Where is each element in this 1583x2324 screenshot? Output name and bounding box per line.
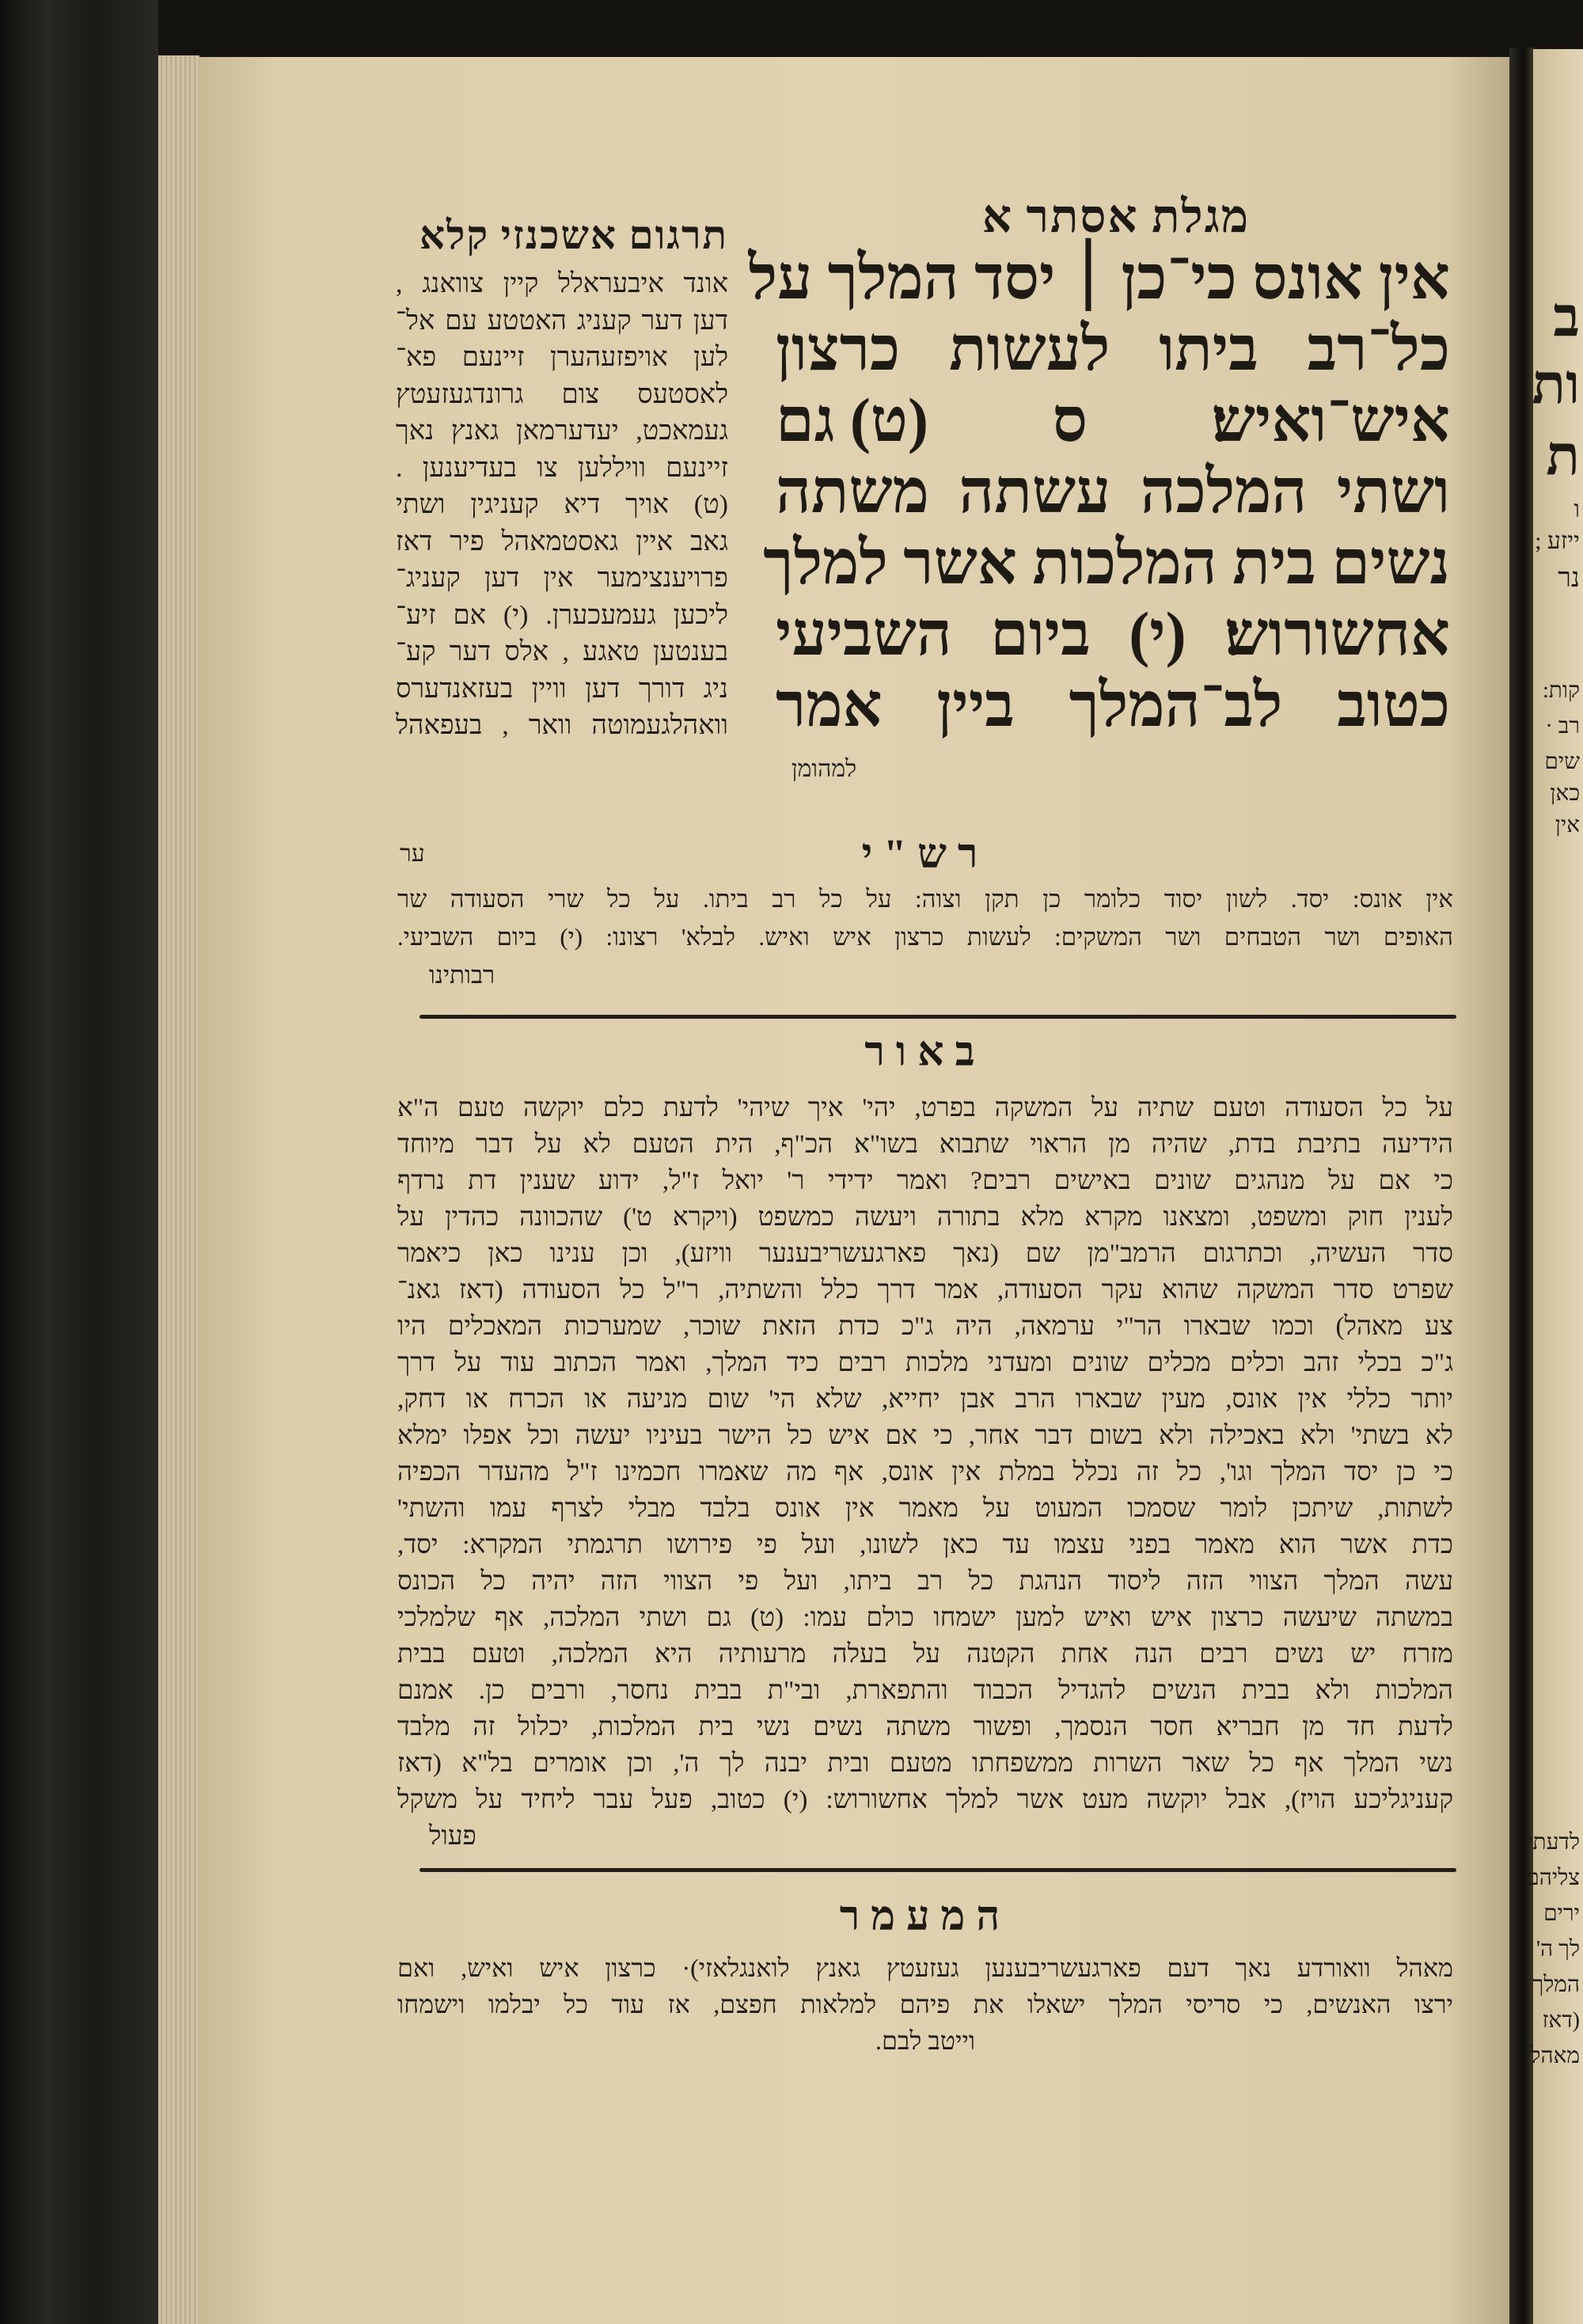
facing-fragment: שים xyxy=(1544,750,1580,774)
facing-fragment: ו xyxy=(1574,496,1580,522)
facing-fragment: לך ה' xyxy=(1536,1937,1580,1961)
biur-line: צע מאהל) וכמו שבארו הר"י ערמאה, היה ג"כ כדת הזאת שוכר, שמערכות המאכלים היו xyxy=(397,1312,1453,1341)
biur-line: לענין חוק ומשפט, ומצאנו מקרא מלא בתורה ויעשה כמשפט (ויקרא ט') שהכוונה כהדין על xyxy=(397,1203,1453,1232)
biur-line: עשה המלך הצווי הזה ליסוד הנהגת כל רב ביתו, ועל פי הצווי הזה יהיה כל הכונס xyxy=(397,1567,1453,1596)
targum-line: לאסטעס צום גרונדגעזעטץ xyxy=(396,379,728,409)
facing-fragment: לדעתי xyxy=(1527,1830,1580,1855)
biur-line: יותר כללי אין אונס, מעין שבארו הרב אבן יחייא, שלא הי' שום מניעה או הכרח או דחק, xyxy=(397,1385,1453,1414)
verse-catchword: למהומן xyxy=(792,756,857,782)
biur-line: שפרט סדר המשקה שהוא עקר הסעודה, אמר דרך כלל והשתיה, ר"ל כל הסעודה (דאז גאנ־ xyxy=(397,1276,1453,1304)
facing-fragment: המלך xyxy=(1532,1973,1580,1997)
biur-line: כדת אשר הוא מאמר בפני עצמו עד כאן לשונו, ועל פי פירושו תרגמתי המקרא: יסד, xyxy=(397,1531,1453,1559)
targum-line: ניג דורך דען וויין בעזאנדערס xyxy=(396,674,728,704)
verse-line xyxy=(776,385,1450,461)
biur-line: ג"כ בכלי זהב וכלים מכלים שונים ומעדני מלכות רבים כיד המלך, ואמר הכתוב עוד על דרך xyxy=(397,1349,1453,1377)
setuma-mark: ס xyxy=(1052,385,1088,454)
biur-line: כי אם על מנהגים שונים באישים רבים? ואמר ידידי ר' יואל ז"ל, ידוע שענין דת נרדף xyxy=(397,1167,1453,1195)
biur-line: נשי המלך אף כל שאר השרות ממשפחתו מטעם ובית יבנה לך ה', וכן אומרים בל"א (דאז xyxy=(397,1749,1453,1778)
book-gutter xyxy=(1509,47,1533,2324)
facing-page xyxy=(1525,49,1583,2324)
targum-column-title: תרגום אשכנזי קלא xyxy=(419,213,728,257)
biur-line: לא בשתי' ולא באכילה ולא בשום דבר אחר, כי אם איש כל הישר בעיניו יעשה וכל אפלו ימלא xyxy=(397,1422,1453,1450)
biur-catchword: פעול xyxy=(429,1822,476,1851)
facing-fragment: קות: xyxy=(1542,678,1580,703)
verse-line: אין אונס כי־כן ׀ יסד המלך על xyxy=(748,243,1450,312)
facing-fragment: ת xyxy=(1546,426,1580,487)
biur-line: קעניגליכע הויז), אבל יוקשה מעט אשר למלך אחשורוש: (י) כטוב, פעל עבר ליחיד על משקל xyxy=(397,1786,1453,1814)
facing-fragment: אין xyxy=(1555,813,1580,837)
facing-fragment: רב · xyxy=(1545,714,1580,739)
rashi-text xyxy=(397,885,1453,997)
targum-catchword: ער xyxy=(400,841,425,867)
biur-line: סדר העשיה, וכתרגום הרמב"מן שם (נאך פארגעשריבענער וויזע), וכן ענינו כאן כיאמר xyxy=(397,1240,1453,1268)
targum-line: גאב איין גאסטמאהל פיר דאז xyxy=(396,526,728,556)
targum-line: (ט) אויך דיא קעניגין ושתי xyxy=(396,490,728,519)
biur-line: במשתה שיעשה כרצון איש ואיש למען ישמחו כולם עמו: (ט) גם ושתי המלכה, אף שלמלכי xyxy=(397,1604,1453,1632)
section-divider xyxy=(419,1015,1456,1019)
verse-line: ושתי המלכה עשתה משתה xyxy=(776,457,1450,526)
targum-line: לען אויפזעהערן זיינעם פא־ xyxy=(396,343,728,372)
biur-line: על כל הסעודה וטעם שתיה על המשקה בפרט, יהי' איך שיהי' לדעת כלם יוקשה טעם ה"א xyxy=(397,1094,1453,1122)
targum-line: זיינעם וויללען צו בעדיענען . xyxy=(396,453,728,483)
hameamer-text xyxy=(397,1954,1453,2063)
hameamer-line: וייטב לבם. xyxy=(875,2026,976,2055)
hameamer-line: ירצו האנשים, כי סריסי המלך ישאלו את פיהם למלאות חפצם, אז עוד כל יבלמו וישמחו xyxy=(397,1990,1453,2018)
rashi-line: אין אונס: יסד. לשון יסוד כלומר כן תקן וצוה: על כל רב ביתו. על כל שרי הסעודה שר xyxy=(397,885,1453,913)
section-divider xyxy=(419,1868,1456,1872)
targum-line: וואהלגעמוטה וואר , בעפאהל xyxy=(396,711,728,740)
targum-line: דען דער קעניג האטטע עם אל־ xyxy=(396,306,728,336)
biur-heading: באור xyxy=(864,1030,986,1075)
page-stack-edges xyxy=(158,55,199,2324)
biur-line: הידיעה בתיבת בדת, שהיה מן הראוי שתבוא בשו"א הכ"ף, הית הטעם לא על דבר מיוחד xyxy=(397,1130,1453,1159)
targum-text xyxy=(396,269,728,748)
verse-line: כטוב לב־המלך ביין אמר xyxy=(776,670,1450,739)
rashi-line: האופים ושר הטבחים ושר המשקים: לעשות כרצון איש ואיש. לבלא' רצונו: (י) ביום השביעי. xyxy=(397,923,1453,951)
biur-line: לשתות, שיתכן לומר שסמכו המעוט על מאמר אין אונס בלבד מבלי לצרף עמו והשתי' xyxy=(397,1494,1453,1523)
verse-line: כל־רב ביתו לעשות כרצון xyxy=(776,314,1450,383)
rashi-catchword: רבותינו xyxy=(429,961,495,989)
verse-line-part: איש־ואיש׃ xyxy=(1211,385,1450,454)
facing-fragment: ב xyxy=(1553,287,1580,348)
biur-line: לדעת חד מן חבריא חסר הנסמך, ופשור משתה נשים נשי בית המלכות, יכלול זה מלבד xyxy=(397,1713,1453,1741)
verse-column-title: מגלת אסתר א xyxy=(981,191,1251,242)
facing-fragment: ירים xyxy=(1543,1901,1580,1926)
verse-text xyxy=(748,243,1450,746)
targum-line: אונד איבעראלל קיין צוואנג , xyxy=(396,269,728,298)
facing-fragment: נר xyxy=(1558,564,1580,593)
biur-line: כי כן יסד המלך וגו', כל זה נכלל במלת אין אונס, אף מה שאמרו חכמינו ז"ל מהעדר הכפיה xyxy=(397,1458,1453,1487)
targum-line: געמאכט, יעדערמאן גאנץ נאך xyxy=(396,416,728,446)
targum-line: בענטען טאגע , אלס דער קע־ xyxy=(396,637,728,666)
biur-text xyxy=(397,1094,1453,1859)
verse-line: נשים בית המלכות אשר למלך xyxy=(763,528,1450,597)
targum-line: ליכען געמעכערן. (י) אם זיע־ xyxy=(396,600,728,630)
verse-line-part: (ט) גם xyxy=(776,385,928,454)
biur-line: מזרח יש נשים רבים הנה אחת הקטנה על בעלה מרעותיה היא המלכה, וטעם בבית xyxy=(397,1640,1453,1669)
rashi-heading: רש"י xyxy=(861,832,989,877)
facing-fragment: (דאז xyxy=(1542,2008,1580,2033)
facing-fragment: מאהל xyxy=(1530,2044,1580,2068)
targum-line: פרויענצימער אין דען קעניג־ xyxy=(396,564,728,593)
biur-line: המלכות ולא בבית הנשים להגדיל הכבוד והתפארת, ובי"ת בבית נחסר, ורבים כן. אמנם xyxy=(397,1677,1453,1705)
verse-line: אחשורוש׃ (י) ביום השביעי xyxy=(776,599,1450,668)
facing-fragment: כאן xyxy=(1550,781,1580,806)
hameamer-heading: המעמר xyxy=(839,1894,1012,1939)
facing-fragment: ות xyxy=(1532,355,1580,416)
hameamer-line: מאהל וואורדע נאך דעם פארגעשריבענען געזעטץ גאנץ לואנגלאזי)· כרצון איש ואיש, ואם xyxy=(397,1954,1453,1982)
facing-fragment: צליהם xyxy=(1525,1866,1580,1890)
facing-fragment: ייזע ; xyxy=(1535,528,1580,554)
book-cover-binding xyxy=(0,0,158,2324)
